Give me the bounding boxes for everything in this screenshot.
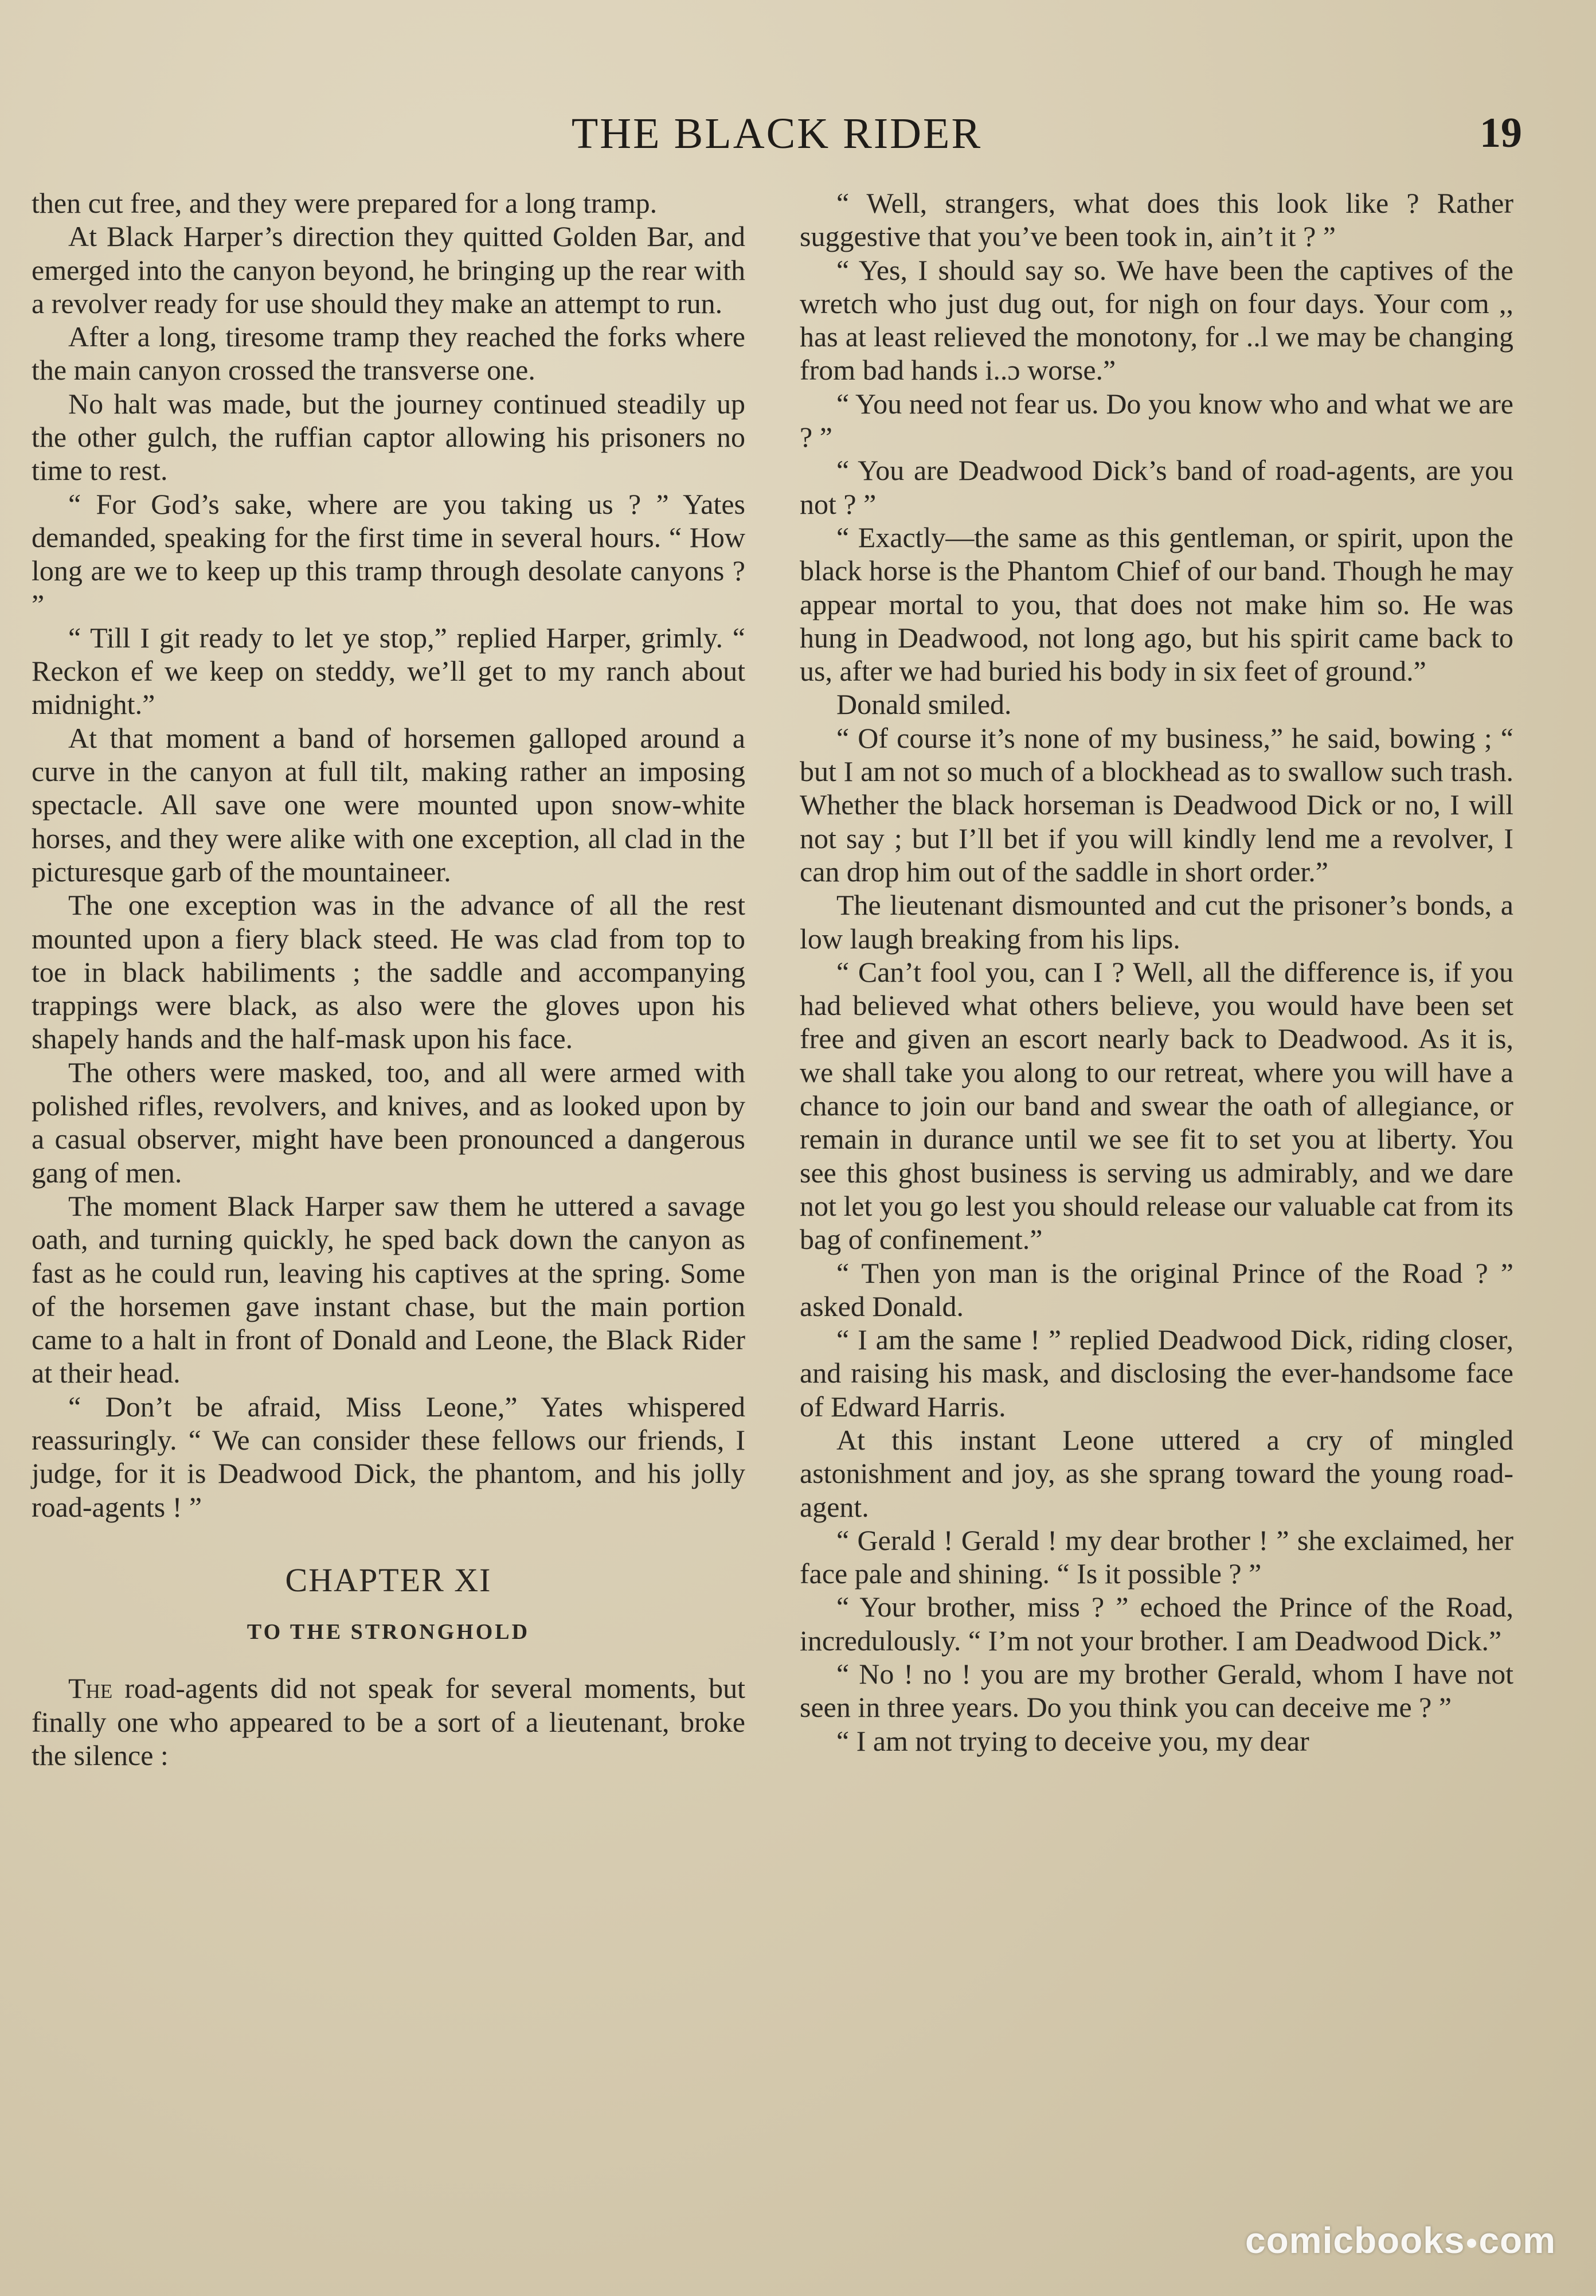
- paragraph: After a long, tiresome tramp they reached the forks where the main canyon crossed the transverse one.: [32, 321, 745, 386]
- paragraph: At this instant Leone uttered a cry of mingled astonishment and joy, as she sprang toward the young road-agent.: [800, 1423, 1513, 1523]
- watermark-dot-icon: [1467, 2239, 1476, 2248]
- page-number: 19: [1480, 110, 1522, 157]
- page-header: [32, 109, 1522, 166]
- watermark-logo: [1245, 2219, 1556, 2262]
- paragraph: “ You are Deadwood Dick’s band of road-agents, are you not ? ”: [800, 454, 1513, 520]
- paragraph: The moment Black Harper saw them he uttered a savage oath, and turning quickly, he sped back down the canyon as fast as he could run, leaving his captives at the spring. Some of the horsemen gave instant chase, but the main portion came to a halt in front of Donald and Leone, the Black Rider at their head.: [32, 1189, 745, 1389]
- left-column: [32, 186, 745, 1772]
- paragraph: The others were masked, too, and all were armed with polished rifles, revolvers, and knives, and as looked upon by a casual observer, might have been pronounced a dangerous gang of men.: [32, 1056, 745, 1189]
- right-column: [800, 186, 1513, 1758]
- chapter-title: CHAPTER XI: [285, 1561, 492, 1599]
- paragraph: At that moment a band of horsemen galloped around a curve in the canyon at full tilt, making rather an imposing spectacle. All save one were mounted upon snow-white horses, and they were alike with one exception, all clad in the picturesque garb of the mountaineer.: [32, 721, 745, 888]
- paragraph: “ Of course it’s none of my business,” he said, bowing ; “ but I am not so much of a blockhead as to swallow such trash. Whether the black horseman is Deadwood Dick or no, I will not say ; but I’ll bet if you will kindly lend me a revolver, I can drop him out of the saddle in short order.”: [800, 721, 1513, 888]
- paragraph: Donald smiled.: [836, 688, 1012, 721]
- paragraph: “ You need not fear us. Do you know who and what we are ? ”: [800, 387, 1513, 454]
- watermark-text-before: comicbooks: [1245, 2220, 1465, 2261]
- running-title: THE BLACK RIDER: [571, 110, 983, 158]
- paragraph: “ Exactly—the same as this gentleman, or spirit, upon the black horse is the Phantom Chief of our band. Though he may appear mortal to you, that does not make him so. He was hung in Deadwood, not long ago, but his spirit came back to us, after we had buried his body in six feet of ground.”: [800, 521, 1513, 688]
- paragraph: “ Don’t be afraid, Miss Leone,” Yates whispered reassuringly. “ We can consider these fellows our friends, I judge, for it is Deadwood Dick, the phantom, and his jolly road-agents ! ”: [32, 1390, 745, 1523]
- paragraph: “ No ! no ! you are my brother Gerald, whom I have not seen in three years. Do you think you can deceive me ? ”: [800, 1658, 1513, 1724]
- paragraph: “ I am the same ! ” replied Deadwood Dick, riding closer, and raising his mask, and disclosing the ever-handsome face of Edward Harris.: [800, 1323, 1513, 1423]
- paragraph: “ Can’t fool you, can I ? Well, all the difference is, if you had believed what others believe, you would have been set free and given an escort nearly back to Deadwood. As it is, we shall take you along to our retreat, where you will have a chance to join our band and swear the oath of allegiance, or remain in durance until we see fit to set you at liberty. You see this ghost business is serving us admirably, and we dare not let you go lest you should release our valuable cat from its bag of confinement.”: [800, 955, 1513, 1256]
- paragraph: “ Till I git ready to let ye stop,” replied Harper, grimly. “ Reckon ef we keep on steddy, we’ll get to my ranch about midnight.”: [32, 621, 745, 721]
- paragraph: “ Well, strangers, what does this look like ? Rather suggestive that you’ve been took in, ain’t it ? ”: [800, 187, 1513, 253]
- paragraph: The one exception was in the advance of all the rest mounted upon a fiery black steed. He was clad from top to toe in black habiliments ; the saddle and accompanying trappings were black, as also were the gloves upon his shapely hands and the half-mask upon his face.: [32, 889, 745, 1055]
- paragraph: At Black Harper’s direction they quitted Golden Bar, and emerged into the canyon beyond, he bringing up the rear with a revolver ready for use should they make an attempt to run.: [32, 220, 745, 319]
- chapter-subtitle: TO THE STRONGHOLD: [247, 1620, 530, 1645]
- paragraph: “ I am not trying to deceive you, my dear: [836, 1724, 1309, 1757]
- opening-text: road-agents did not speak for several moments, but finally one who appeared to be a sort of a lieutenant, broke the silence :: [32, 1672, 745, 1772]
- paragraph: “ Then yon man is the original Prince of the Road ? ” asked Donald.: [800, 1256, 1513, 1322]
- paragraph: “ Your brother, miss ? ” echoed the Prince of the Road, incredulously. “ I’m not your brother. I am Deadwood Dick.”: [800, 1591, 1513, 1657]
- paragraph: “ Yes, I should say so. We have been the captives of the wretch who just dug out, for nigh on four days. Your com ,, has at least relieved the monotony, for ..l we may be changing from bad hands i..ɔ worse.”: [800, 253, 1513, 386]
- watermark-text-after: com: [1478, 2220, 1556, 2261]
- paragraph: No halt was made, but the journey continued steadily up the other gulch, the ruffian captor allowing his prisoners no time to rest.: [32, 387, 745, 487]
- paragraph: then cut free, and they were prepared for a long tramp.: [32, 187, 658, 219]
- paragraph: “ Gerald ! Gerald ! my dear brother ! ” she exclaimed, her face pale and shining. “ Is it possible ? ”: [800, 1524, 1513, 1590]
- paragraph: “ For God’s sake, where are you taking us ? ” Yates demanded, speaking for the first time in several hours. “ How long are we to keep up this tramp through desolate canyons ? ”: [32, 487, 745, 620]
- opening-small-caps: The: [68, 1672, 113, 1705]
- paragraph: The lieutenant dismounted and cut the prisoner’s bonds, a low laugh breaking from his lips.: [800, 889, 1513, 955]
- chapter-opening-paragraph: [32, 1672, 745, 1772]
